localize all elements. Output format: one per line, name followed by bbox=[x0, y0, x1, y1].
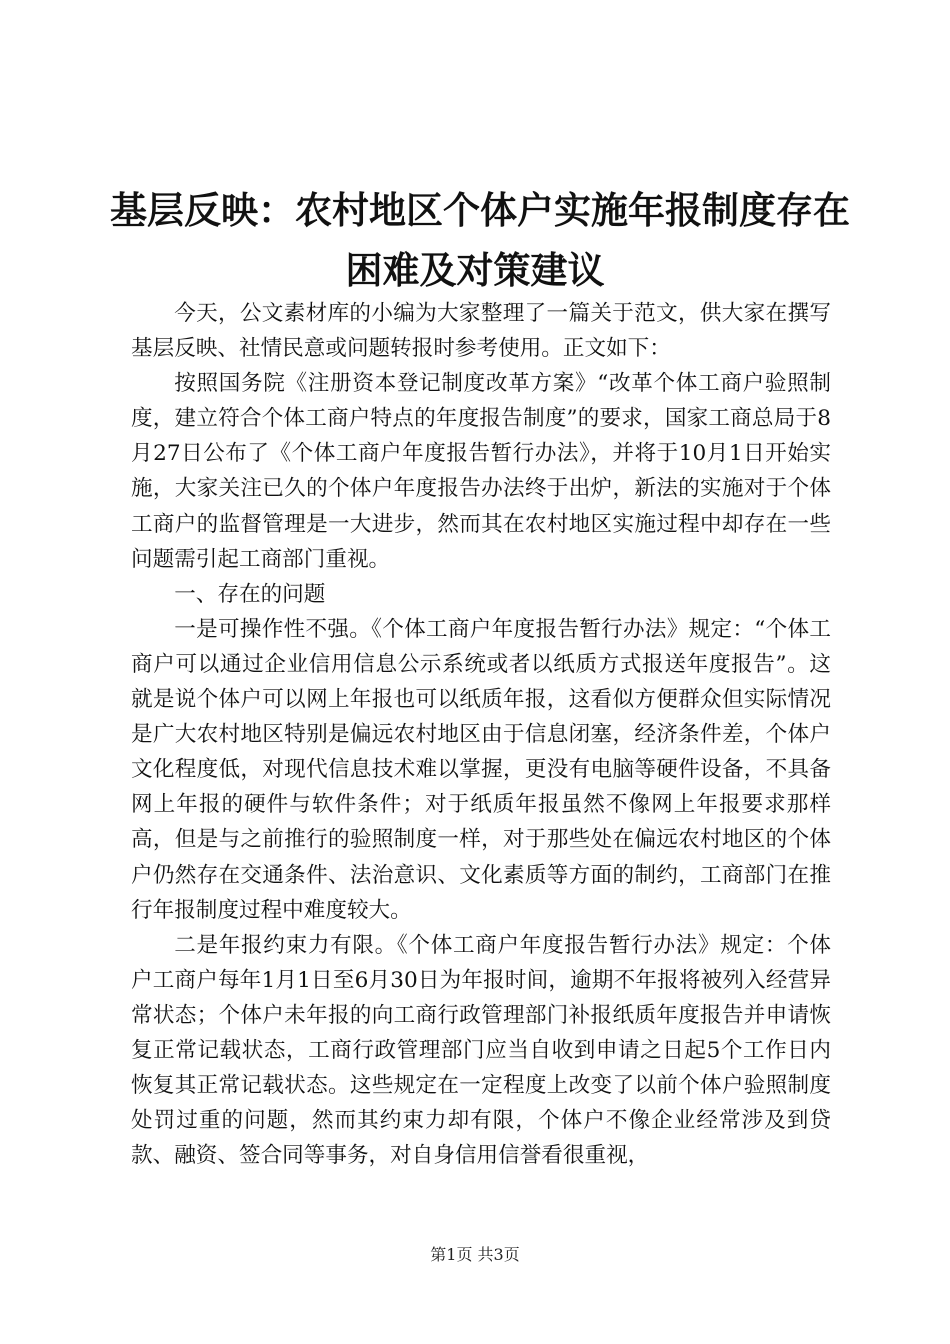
page-number-footer: 第1页 共3页 bbox=[430, 1245, 520, 1264]
document-title-line-2: 困难及对策建议 bbox=[345, 248, 605, 292]
document-title-line-1: 基层反映：农村地区个体户实施年报制度存在 bbox=[110, 188, 850, 232]
paragraph-intro: 今天，公文素材库的小编为大家整理了一篇关于范文，供大家在撰写基层反映、社情民意或问题转报时参考使用。正文如下： bbox=[131, 301, 831, 362]
document-body bbox=[131, 296, 831, 1173]
paragraph-problem-1: 一是可操作性不强。《个体工商户年度报告暂行办法》规定：“个体工商户可以通过企业信用信息公示系统或者以纸质方式报送年度报告”。这就是说个体户可以网上年报也可以纸质年报，这看似方便群众但实际情况是广大农村地区特别是偏远农村地区由于信息闭塞，经济条件差，个体户文化程度低，对现代信息技术难以掌握，更没有电脑等硬件设备，不具备网上年报的硬件与软件条件；对于纸质年报虽然不像网上年报要求那样高，但是与之前推行的验照制度一样，对于那些处在偏远农村地区的个体户仍然存在交通条件、法治意识、文化素质等方面的制约，工商部门在推行年报制度过程中难度较大。 bbox=[131, 616, 831, 923]
paragraph-background: 按照国务院《注册资本登记制度改革方案》“改革个体工商户验照制度，建立符合个体工商户特点的年度报告制度”的要求，国家工商总局于8月27日公布了《个体工商户年度报告暂行办法》，并将于10月1日开始实施，大家关注已久的个体户年度报告办法终于出炉，新法的实施对于个体工商户的监督管理是一大进步，然而其在农村地区实施过程中却存在一些问题需引起工商部门重视。 bbox=[131, 371, 831, 572]
section-heading-problems: 一、存在的问题 bbox=[174, 581, 326, 607]
paragraph-problem-2: 二是年报约束力有限。《个体工商户年度报告暂行办法》规定：个体户工商户每年1月1日至6月30日为年报时间，逾期不年报将被列入经营异常状态；个体户未年报的向工商行政管理部门补报纸质年度报告并申请恢复正常记载状态，工商行政管理部门应当自收到申请之日起5个工作日内恢复其正常记载状态。这些规定在一定程度上改变了以前个体户验照制度处罚过重的问题，然而其约束力却有限，个体户不像企业经常涉及到贷款、融资、签合同等事务，对自身信用信誉看很重视， bbox=[131, 932, 831, 1169]
